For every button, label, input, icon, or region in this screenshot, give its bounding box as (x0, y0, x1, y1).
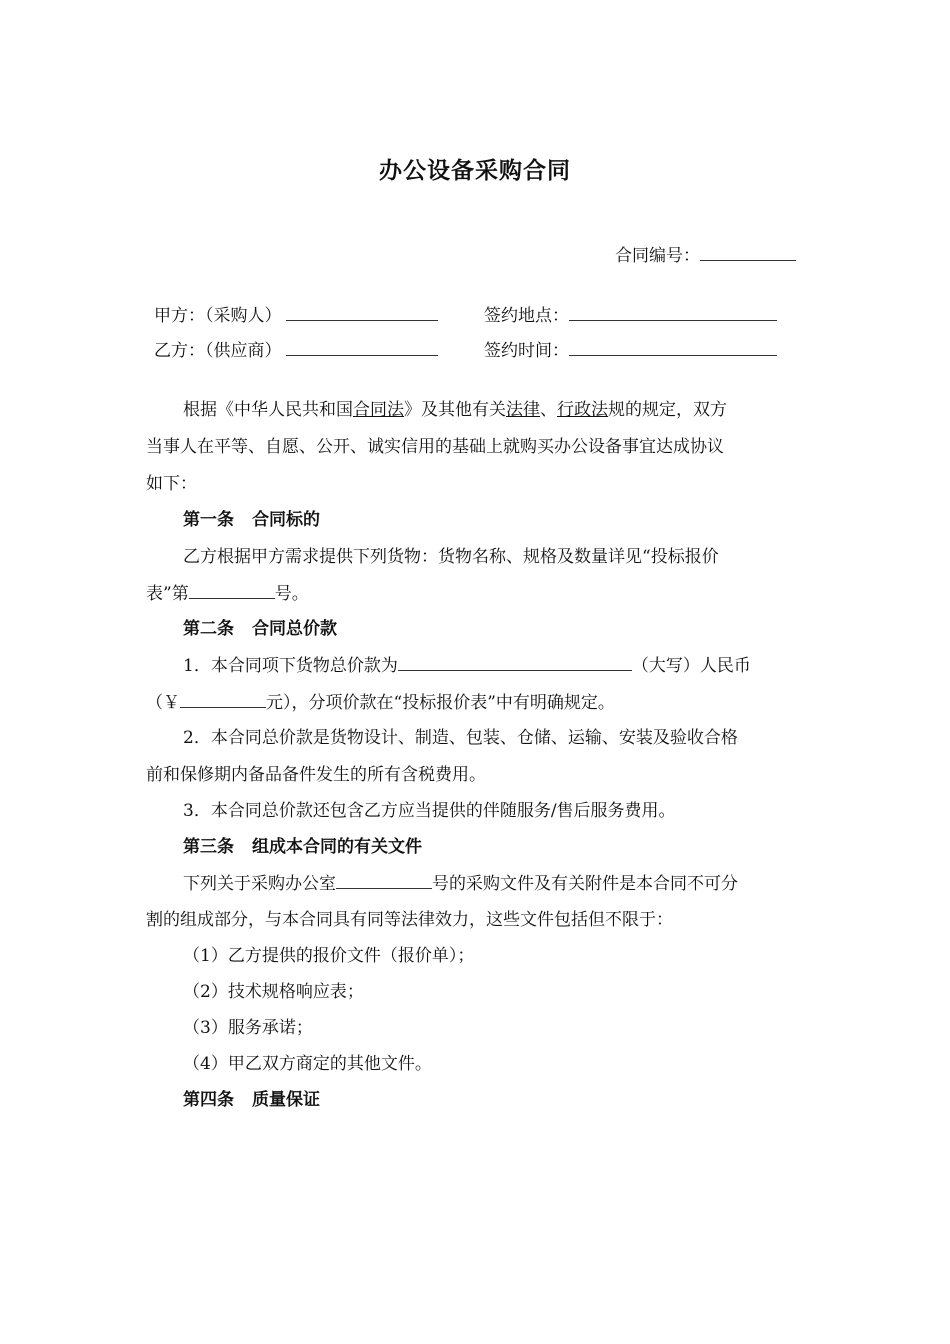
contract-number-label: 合同编号： (615, 246, 700, 266)
party-a-blank[interactable] (286, 303, 438, 321)
procurement-number-blank[interactable] (336, 871, 432, 889)
sign-place-blank[interactable] (569, 303, 777, 321)
total-price-numeric-blank[interactable] (180, 690, 266, 708)
quote-number-blank[interactable] (189, 581, 275, 599)
intro-line-1: 根据《中华人民共和国合同法》及其他有关法律、行政法规的规定，双方 (183, 400, 727, 420)
sign-time-blank[interactable] (569, 338, 777, 356)
list-item: （1）乙方提供的报价文件（报价单）； (183, 946, 475, 966)
article-2-heading: 第二条 合同总价款 (183, 619, 337, 639)
list-item: （3）服务承诺； (183, 1018, 313, 1038)
contract-number (615, 243, 796, 268)
sign-time-label: 签约时间： (484, 341, 569, 361)
document-title: 办公设备采购合同 (379, 157, 571, 184)
sign-place-field (484, 303, 777, 328)
total-price-uppercase-blank[interactable] (398, 653, 632, 671)
list-item: （4）甲乙双方商定的其他文件。 (183, 1054, 432, 1074)
article-2-item-2-line-2: 前和保修期内备品备件发生的所有含税费用。 (146, 765, 486, 785)
intro-line-3: 如下： (146, 474, 197, 494)
sign-time-field (484, 338, 777, 363)
article-3-line-2: 割的组成部分，与本合同具有同等法律效力，这些文件包括但不限于： (146, 910, 673, 930)
article-2-item-2-line-1: 2．本合同总价款是货物设计、制造、包装、仓储、运输、安装及验收合格 (183, 728, 738, 748)
article-3-line-1: 下列关于采购办公室 号的采购文件及有关附件是本合同不可分 (183, 871, 738, 896)
article-1-line-2: 表”第 号。 (146, 581, 309, 606)
administrative-law-link[interactable]: 行政法 (557, 400, 608, 420)
party-b-blank[interactable] (286, 338, 438, 356)
party-a-label: 甲方：（采购人） (154, 306, 282, 326)
article-2-item-1-line-2: （￥ 元），分项价款在“投标报价表”中有明确规定。 (146, 690, 615, 715)
list-item: （2）技术规格响应表； (183, 982, 364, 1002)
article-2-item-1-line-1: 1．本合同项下货物总价款为 （大写）人民币 (183, 653, 751, 678)
party-b-field (154, 338, 438, 363)
party-a-field (154, 303, 438, 328)
article-1-line-1: 乙方根据甲方需求提供下列货物：货物名称、规格及数量详见“投标报价 (183, 547, 719, 567)
contract-law-link[interactable]: 合同法 (353, 400, 404, 420)
article-3-heading: 第三条 组成本合同的有关文件 (183, 837, 422, 857)
intro-line-2: 当事人在平等、自愿、公开、诚实信用的基础上就购买办公设备事宜达成协议 (146, 437, 724, 457)
article-4-heading: 第四条 质量保证 (183, 1090, 320, 1110)
contract-number-blank[interactable] (700, 243, 796, 261)
sign-place-label: 签约地点： (484, 306, 569, 326)
article-2-item-3: 3．本合同总价款还包含乙方应当提供的伴随服务/售后服务费用。 (183, 801, 676, 821)
article-1-heading: 第一条 合同标的 (183, 510, 320, 530)
law-link[interactable]: 法律 (506, 400, 540, 420)
party-b-label: 乙方：（供应商） (154, 341, 282, 361)
